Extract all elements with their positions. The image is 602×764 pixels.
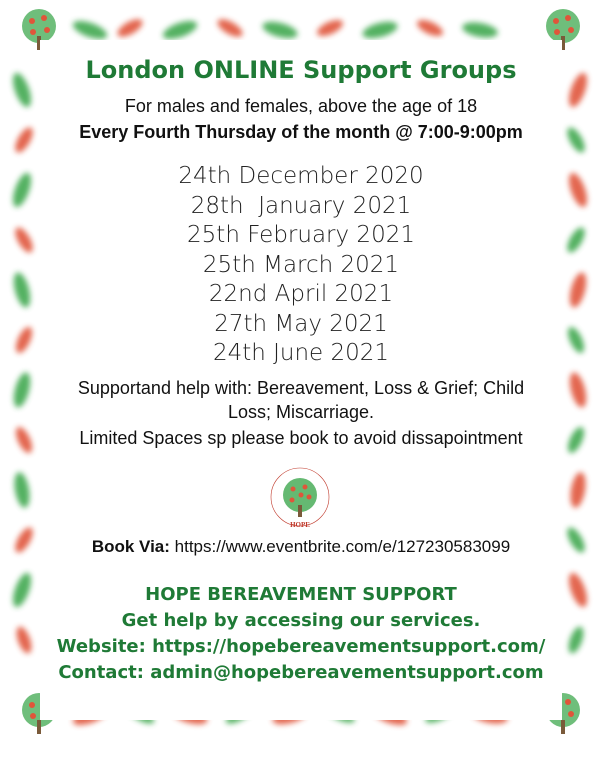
hope-logo (265, 465, 335, 535)
booking-line (40, 537, 562, 557)
flyer-content (40, 40, 562, 720)
date-item: 25th March 2021 (202, 251, 400, 278)
logo-label: HOPE (290, 521, 310, 529)
booking-label: Book Via: (91, 537, 170, 556)
audience-text: For males and females, above the age of 18 (124, 96, 478, 116)
contact-email[interactable]: Contact: admin@hopebereavementsupport.com (58, 662, 544, 683)
date-list (40, 162, 562, 369)
date-item: 22nd April 2021 (208, 281, 394, 307)
booking-link[interactable]: https://www.eventbrite.com/e/127230583099 (174, 537, 511, 556)
tagline: Get help by accessing our services. (121, 610, 481, 631)
schedule-text: Every Fourth Thursday of the month @ 7:00-9:00pm (79, 122, 523, 142)
date-item: 24th June 2021 (212, 340, 390, 366)
support-topics-text: Supportand help with: Bereavement, Loss & Grief; Child Loss; Miscarriage. (77, 378, 525, 422)
org-name: HOPE BEREAVEMENT SUPPORT (145, 584, 457, 605)
page-title: London ONLINE Support Groups (85, 56, 517, 84)
website-link[interactable]: Website: https://hopebereavementsupport.com/ (56, 636, 546, 657)
contact-block (40, 582, 562, 686)
date-item: 28th January 2021 (190, 192, 412, 219)
date-item: 25th February 2021 (187, 222, 415, 248)
date-item: 24th December 2020 (178, 163, 424, 189)
limited-spaces-text: Limited Spaces sp please book to avoid dissapointment (79, 428, 523, 448)
date-item: 27th May 2021 (214, 310, 388, 337)
